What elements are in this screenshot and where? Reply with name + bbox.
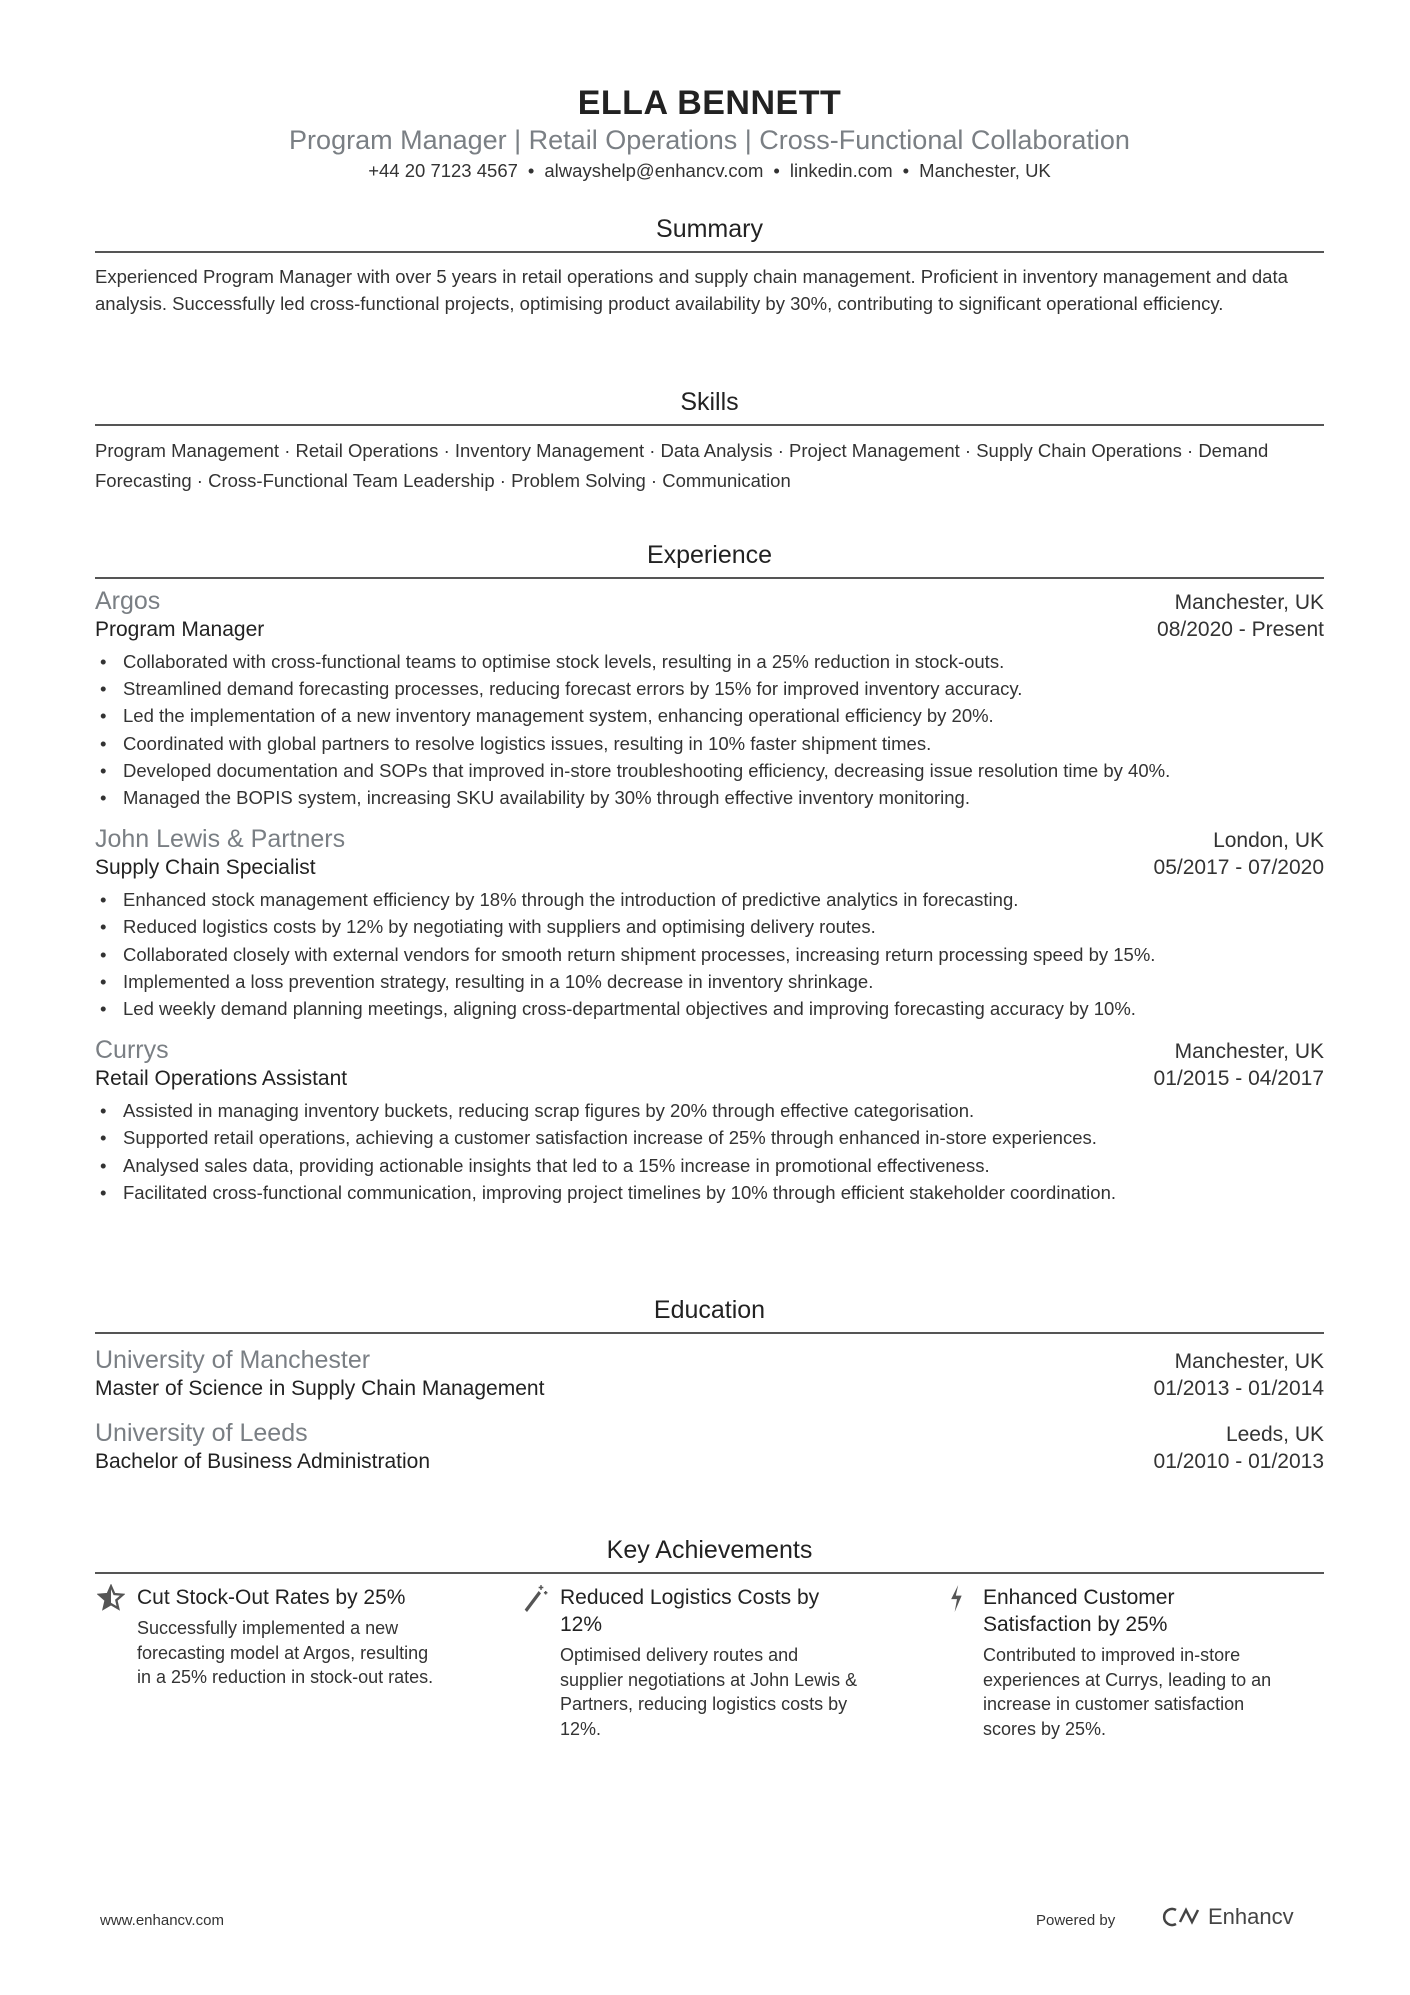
headline: Program Manager | Retail Operations | Cross-Functional Collaboration — [289, 125, 1130, 155]
experience-section — [95, 541, 1324, 1206]
divider — [95, 251, 1324, 253]
skills-list: Program Management · Retail Operations · Inventory Management · Data Analysis · Project Management · Supply Chain Operations · Demand Forecasting · Cross-Functional Team Leadership · Problem Solving · Communication — [95, 440, 1269, 491]
bullet: • Assisted in managing inventory buckets, reducing scrap figures by 20% through effective categorisation. — [95, 1097, 1324, 1124]
bullet: • Supported retail operations, achieving a customer satisfaction increase of 25% through enhanced in-store experiences. — [95, 1124, 1324, 1151]
bullet: • Enhanced stock management efficiency by 18% through the introduction of predictive analytics in forecasting. — [95, 886, 1324, 913]
job-title: Supply Chain Specialist — [95, 856, 316, 880]
enhancv-logo[interactable] — [1156, 1904, 1294, 1930]
bullet: • Led weekly demand planning meetings, aligning cross-departmental objectives and improving forecasting accuracy by 10%. — [95, 995, 1324, 1022]
bullet: • Managed the BOPIS system, increasing SKU availability by 30% through effective inventory monitoring. — [95, 784, 1324, 811]
achievement-item — [137, 1584, 437, 1690]
job-entry — [95, 587, 1324, 811]
school-location: Leeds, UK — [1225, 1423, 1324, 1446]
job-location: London, UK — [1213, 829, 1324, 853]
achievement-desc: Successfully implemented a new forecasting model at Argos, resulting in a 25% reduction in stock-out rates. — [137, 1618, 434, 1687]
education-section — [95, 1296, 1324, 1492]
job-location: Manchester, UK — [1174, 591, 1324, 614]
bullet: • Streamlined demand forecasting processes, reducing forecast errors by 15% for improved inventory accuracy. — [95, 675, 1324, 702]
achievement-title: Reduced Logistics Costs by 12% — [560, 1586, 820, 1636]
section-title: Experience — [646, 541, 773, 569]
bullet: • Facilitated cross-functional communication, improving project timelines by 10% through efficient stakeholder coordination. — [95, 1179, 1324, 1206]
education-entry — [95, 1346, 1324, 1401]
bullet: • Coordinated with global partners to resolve logistics issues, resulting in 10% faster shipment times. — [95, 730, 1324, 757]
education-dates: 01/2013 - 01/2014 — [1153, 1377, 1324, 1400]
job-entry — [95, 1036, 1324, 1206]
bullet: • Developed documentation and SOPs that improved in-store troubleshooting efficiency, decreasing issue resolution time by 40%. — [95, 757, 1324, 784]
achievement-title: Cut Stock-Out Rates by 25% — [137, 1586, 406, 1609]
education-entry — [95, 1419, 1324, 1474]
section-title: Skills — [680, 388, 739, 416]
brand-name: Enhancv — [1208, 1904, 1294, 1929]
company: Argos — [95, 587, 161, 615]
company: Currys — [95, 1036, 169, 1065]
bullet: • Analysed sales data, providing actionable insights that led to a 15% increase in promotional effectiveness. — [95, 1152, 1324, 1179]
job-dates: 01/2015 - 04/2017 — [1153, 1067, 1324, 1091]
school: University of Manchester — [95, 1346, 371, 1374]
summary-section — [95, 215, 1324, 317]
section-title: Summary — [656, 215, 763, 243]
achievement-item — [983, 1584, 1283, 1741]
phone: +44 20 7123 4567 — [368, 160, 518, 181]
skills-section — [95, 388, 1324, 496]
bullet-list — [95, 648, 1324, 811]
divider — [95, 1332, 1324, 1334]
magic-wand-icon — [520, 1584, 548, 1612]
achievement-title: Enhanced Customer Satisfaction by 25% — [983, 1586, 1175, 1636]
achievements-section — [95, 1536, 1324, 1784]
contact-info: +44 20 7123 4567 • alwayshelp@enhancv.com • linkedin.com • Manchester, UK — [368, 160, 1051, 181]
bullet: • Collaborated with cross-functional teams to optimise stock levels, resulting in a 25% reduction in stock-outs. — [95, 648, 1324, 675]
bullet-list — [95, 1097, 1324, 1206]
section-title: Education — [653, 1296, 766, 1324]
degree: Bachelor of Business Administration — [95, 1450, 431, 1473]
linkedin[interactable]: linkedin.com — [789, 160, 893, 181]
achievement-desc: Optimised delivery routes and supplier negotiations at John Lewis & Partners, reducing logistics costs by 12%. — [560, 1645, 858, 1739]
achievement-desc: Contributed to improved in-store experiences at Currys, leading to an increase in customer satisfaction scores by 25%. — [983, 1645, 1272, 1739]
bullet: • Implemented a loss prevention strategy, resulting in a 10% decrease in inventory shrinkage. — [95, 968, 1324, 995]
star-icon — [97, 1584, 125, 1612]
bullet: • Collaborated closely with external vendors for smooth return shipment processes, increasing return processing speed by 15%. — [95, 941, 1324, 968]
school: University of Leeds — [95, 1419, 308, 1447]
job-title: Retail Operations Assistant — [95, 1067, 348, 1091]
footer-website[interactable]: www.enhancv.com — [100, 1912, 224, 1929]
school-location: Manchester, UK — [1174, 1350, 1324, 1373]
summary-text: Experienced Program Manager with over 5 years in retail operations and supply chain management. Proficient in inventory management and data analysis. Successfully led cross-functional projects, optimising product availability by 30%, contributing to significant operational efficiency. — [95, 266, 1288, 314]
achievement-item — [560, 1584, 860, 1741]
section-title: Key Achievements — [606, 1536, 813, 1564]
divider — [95, 1572, 1324, 1574]
job-entry — [95, 825, 1324, 1022]
divider — [95, 577, 1324, 579]
email[interactable]: alwayshelp@enhancv.com — [544, 160, 764, 181]
enhancv-logo-icon — [1156, 1904, 1202, 1930]
degree: Master of Science in Supply Chain Management — [95, 1377, 545, 1400]
footer-powered-by: Powered by — [1036, 1912, 1116, 1929]
company: John Lewis & Partners — [95, 825, 346, 854]
location: Manchester, UK — [919, 160, 1051, 181]
candidate-name: ELLA BENNETT — [577, 84, 842, 122]
bullet-list — [95, 886, 1324, 1022]
divider — [95, 424, 1324, 426]
job-title: Program Manager — [95, 618, 265, 641]
job-dates: 05/2017 - 07/2020 — [1153, 856, 1324, 880]
education-dates: 01/2010 - 01/2013 — [1153, 1450, 1324, 1473]
job-location: Manchester, UK — [1174, 1040, 1324, 1064]
bullet: • Led the implementation of a new inventory management system, enhancing operational efficiency by 20%. — [95, 702, 1324, 729]
job-dates: 08/2020 - Present — [1157, 618, 1324, 641]
bullet: • Reduced logistics costs by 12% by negotiating with suppliers and optimising delivery routes. — [95, 913, 1324, 940]
lightning-icon — [943, 1584, 971, 1612]
